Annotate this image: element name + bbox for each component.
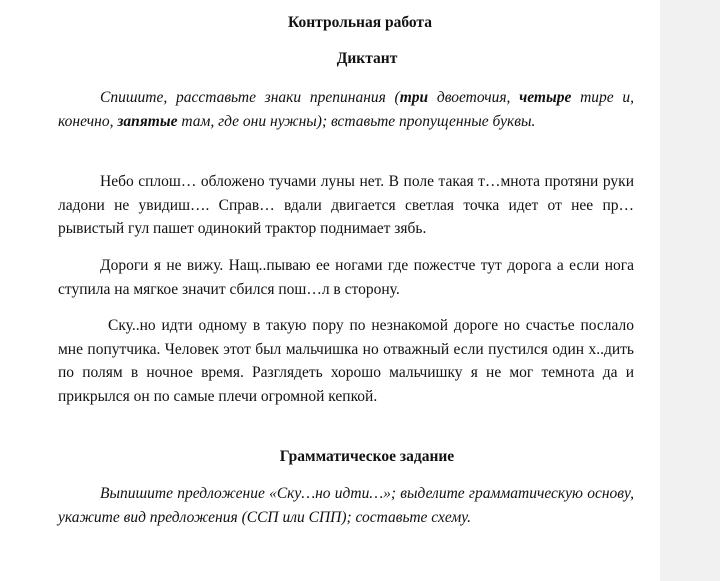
instruction-emphasis: три — [399, 89, 429, 106]
document-title: Контрольная работа — [288, 14, 432, 31]
dictation-heading: Диктант — [336, 50, 398, 67]
instruction-part: тире и, конечно, — [58, 89, 634, 130]
dictation-paragraph-2: Дороги я не вижу. Нащ..пываю ее ногами где пожестче тут дорога а если нога ступила на мягкое значит сбился пош…л в сторону. — [58, 257, 634, 298]
grammar-heading: Грамматическое задание — [279, 448, 455, 465]
instruction-part: двоеточия, — [428, 89, 520, 106]
instruction-part: там, где они нужны); вставьте пропущенные буквы. — [177, 112, 536, 130]
instruction-text — [58, 86, 634, 133]
dictation-paragraph-1: Небо сплош… обложено тучами луны нет. В поле такая т…мнота протяни руки ладони не увидиш…. Справ… вдали двигается светлая точка идет от нее пр…рывистый гул пашет одинокий трактор поднимает зябь. — [58, 173, 634, 237]
grammar-task-text: Выпишите предложение «Ску…но идти…»; выделите грамматическую основу, укажите вид предложения (ССП или СПП); составьте схему. — [58, 485, 634, 526]
dictation-paragraph-3: Ску..но идти одному в такую пору по незнакомой дороге но счастье послало мне попутчика. Человек этот был мальчишка но отважный если пустился один х..дить по полям в ночное время. Разглядеть хорошо мальчишку я не мог темнота да и прикрылся он по самые плечи огромной кепкой. — [58, 317, 634, 405]
instruction-emphasis: запятые — [117, 112, 178, 130]
instruction-part: Спишите, расставьте знаки препинания ( — [100, 89, 400, 106]
instruction-emphasis: четыре — [519, 89, 572, 106]
